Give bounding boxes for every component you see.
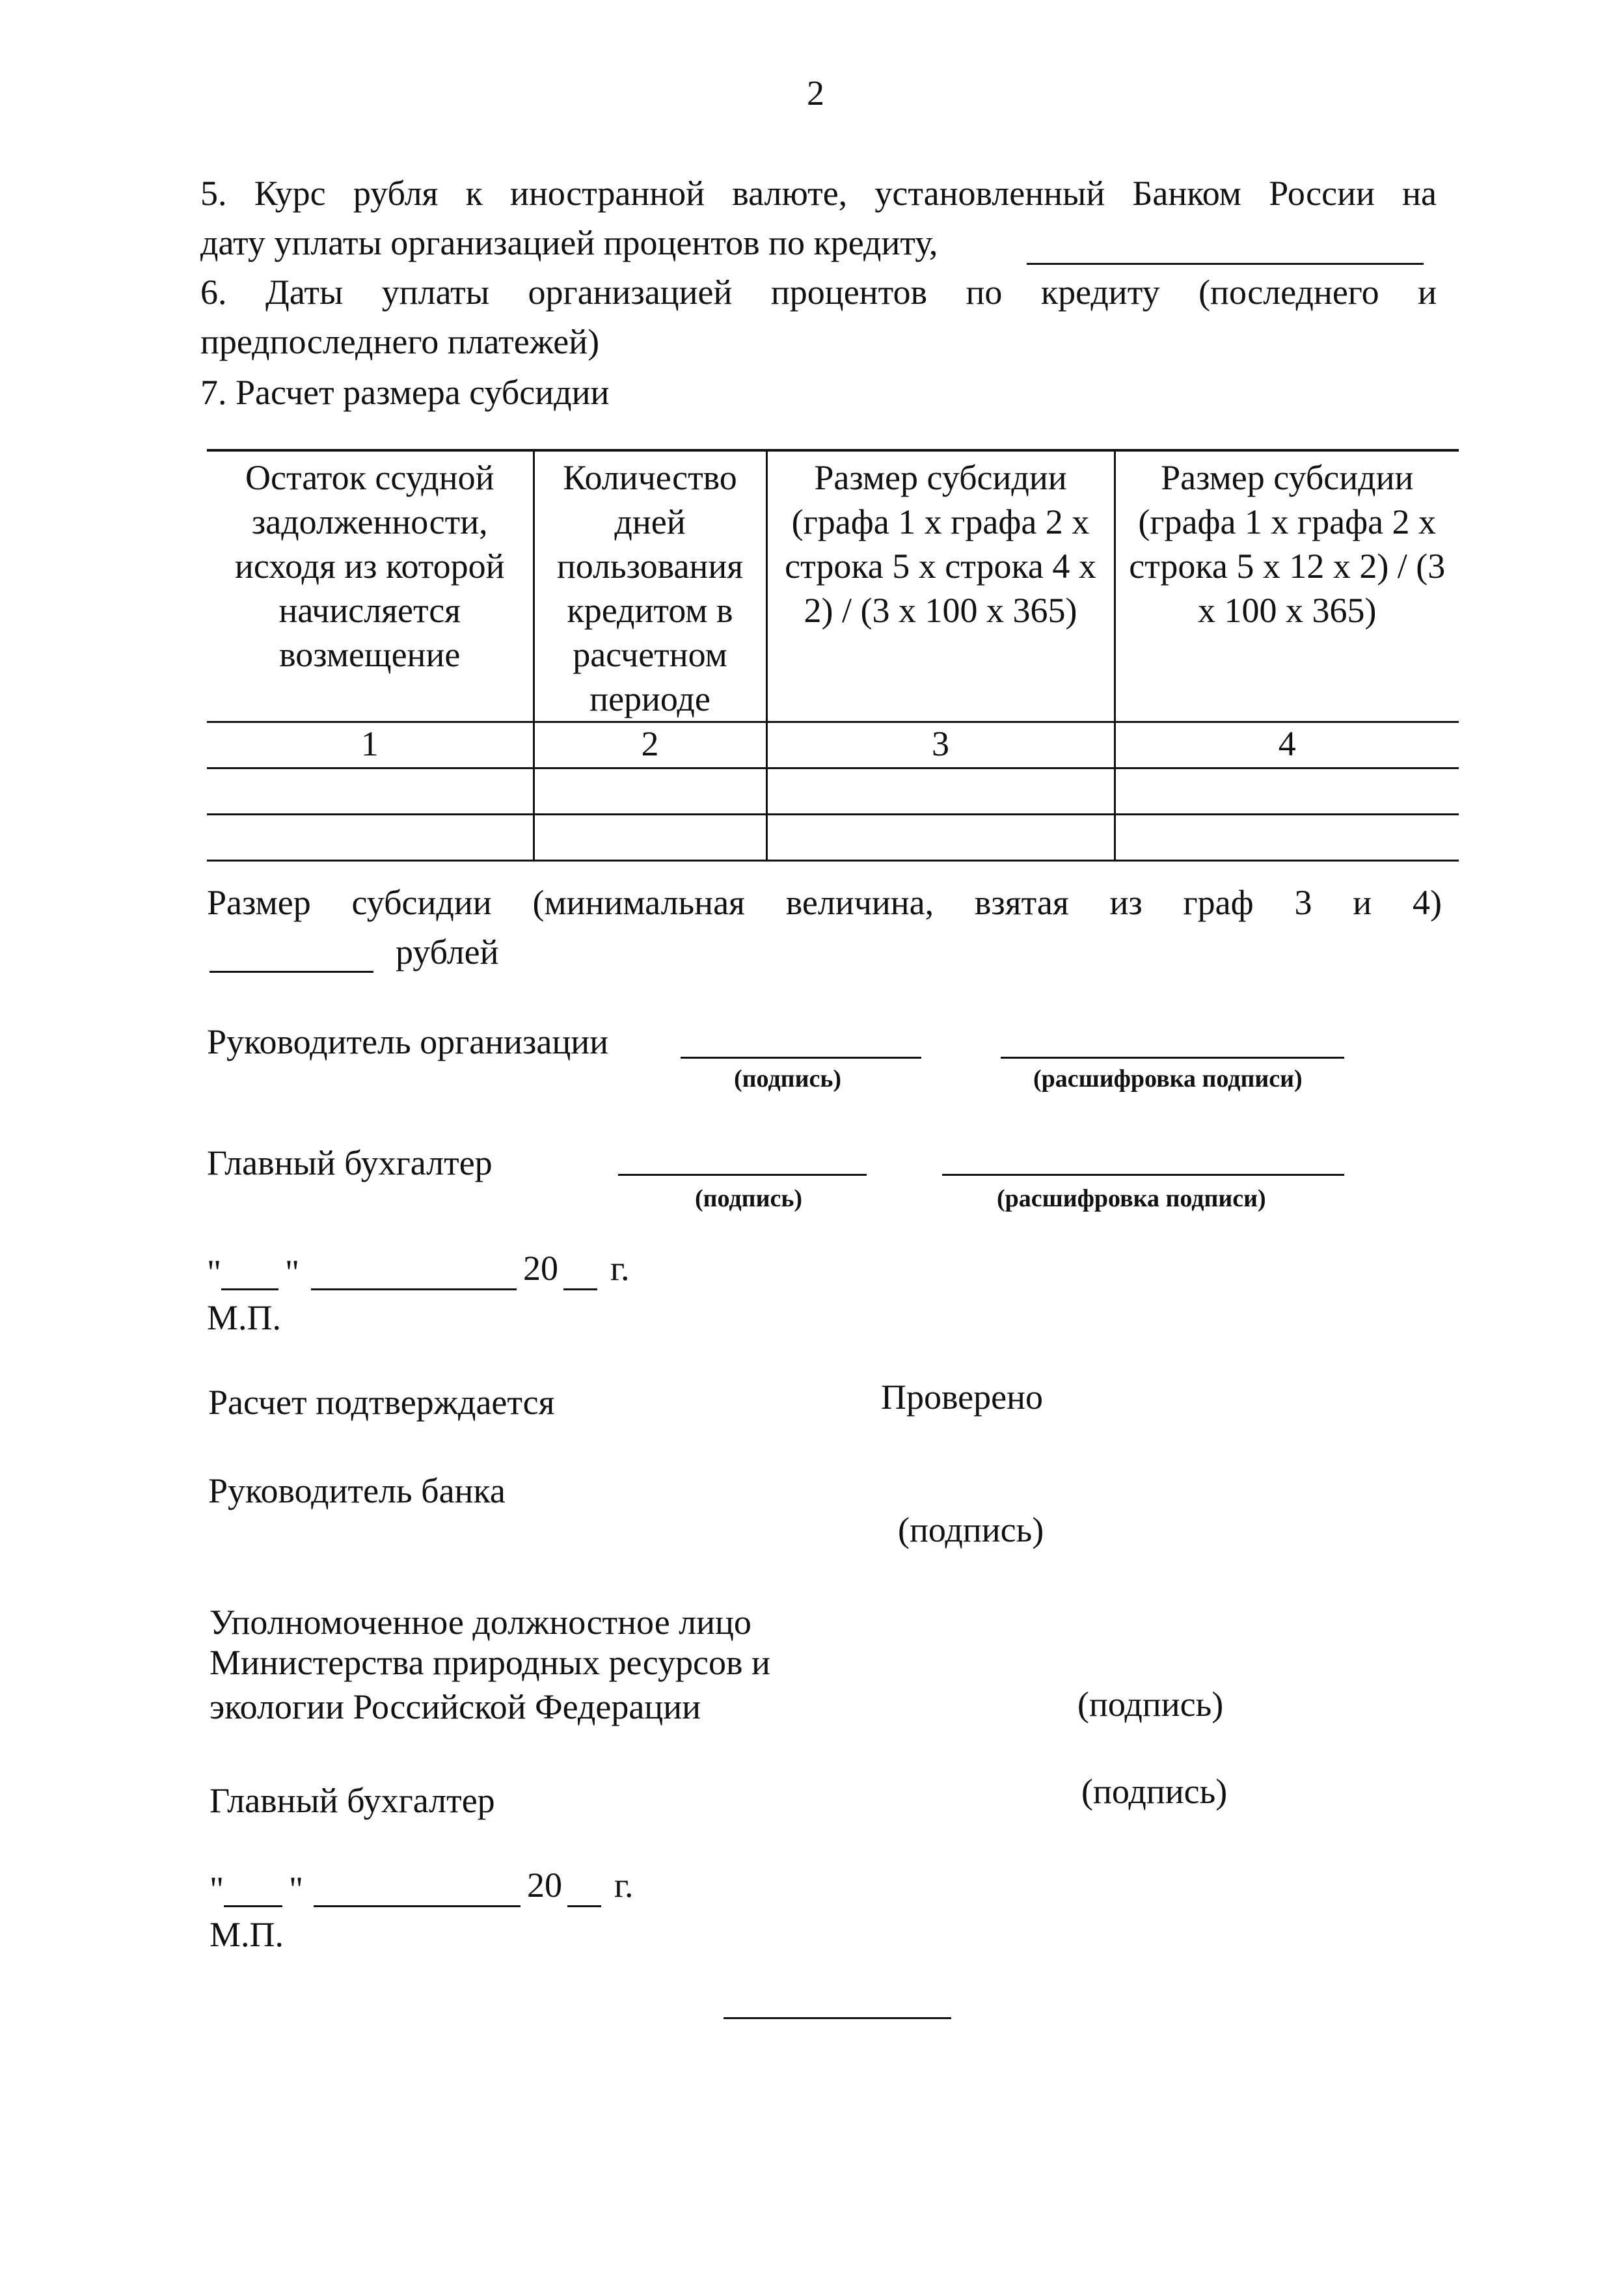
stamp-label: М.П. [210, 1915, 284, 1954]
year-prefix: 20 [523, 1249, 558, 1288]
year-suffix: г. [614, 1866, 634, 1905]
col-number: 3 [766, 722, 1115, 768]
chief-accountant-decode-line [942, 1174, 1344, 1176]
table-cell [534, 815, 766, 861]
chief-accountant-signature-line [618, 1174, 867, 1176]
year-prefix: 20 [527, 1866, 562, 1905]
item-5-line-2: дату уплаты организацией процентов по кредиту, [200, 223, 938, 262]
col-number: 4 [1115, 722, 1459, 768]
ministry-chief-accountant-label: Главный бухгалтер [210, 1781, 495, 1820]
end-of-document-rule [724, 2017, 951, 2019]
table-cell [766, 815, 1115, 861]
subsidy-summary-line-1: Размер субсидии (минимальная величина, взятая из граф 3 и 4) [207, 883, 1442, 922]
official-line-2: Министерства природных ресурсов и [210, 1643, 770, 1682]
confirmed-label: Расчет подтверждается [208, 1383, 555, 1422]
header-col-1: Остаток ссудной задолженности, исходя из которой начисляется возмещение [207, 450, 534, 722]
date-close-quote: " [285, 1253, 300, 1292]
bank-head-label: Руководитель банка [208, 1471, 506, 1510]
header-col-2: Количество дней пользования кредитом в расчетном периоде [534, 450, 766, 722]
table-cell [207, 768, 534, 815]
table-cell [1115, 768, 1459, 815]
day-blank-line [224, 1905, 282, 1907]
table-row [207, 768, 1459, 815]
table-cell [766, 768, 1115, 815]
chief-accountant-sign-caption: (подпись) [695, 1185, 803, 1212]
item-6-line-1: 6. Даты уплаты организацией процентов по кредиту (последнего и [200, 273, 1437, 312]
header-col-3: Размер субсидии (графа 1 х графа 2 х строка 5 х строка 4 х 2) / (3 х 100 х 365) [766, 450, 1115, 722]
ministry-chief-accountant-signature: (подпись) [1081, 1772, 1228, 1811]
chief-accountant-label: Главный бухгалтер [207, 1143, 493, 1182]
checked-label: Проверено [881, 1378, 1044, 1417]
col-number: 1 [207, 722, 534, 768]
month-blank-line [314, 1905, 521, 1907]
date-close-quote: " [289, 1869, 304, 1908]
bank-head-signature: (подпись) [898, 1510, 1044, 1549]
org-head-sign-caption: (подпись) [734, 1065, 842, 1093]
date-open-quote: " [207, 1253, 222, 1292]
subsidy-summary-line-2: рублей [396, 932, 499, 971]
table-number-row [207, 722, 1459, 768]
page-number: 2 [807, 74, 824, 113]
day-blank-line [221, 1288, 278, 1290]
org-head-decode-caption: (расшифровка подписи) [1033, 1065, 1303, 1093]
stamp-label: М.П. [207, 1298, 282, 1337]
rate-blank-line [1027, 263, 1424, 265]
amount-blank-line [210, 971, 373, 973]
subsidy-calculation-table [207, 449, 1459, 862]
table-cell [207, 815, 534, 861]
item-5-line-1: 5. Курс рубля к иностранной валюте, установленный Банком России на [200, 174, 1437, 213]
year-blank-line [567, 1905, 601, 1907]
col-number: 2 [534, 722, 766, 768]
date-open-quote: " [210, 1869, 224, 1908]
item-7-title: 7. Расчет размера субсидии [200, 373, 610, 412]
table-header-row [207, 450, 1459, 722]
official-signature: (подпись) [1077, 1685, 1224, 1724]
org-head-decode-line [1001, 1057, 1344, 1059]
chief-accountant-decode-caption: (расшифровка подписи) [997, 1185, 1266, 1212]
item-6-line-2: предпоследнего платежей) [200, 322, 600, 361]
official-line-1: Уполномоченное должностное лицо [210, 1603, 751, 1642]
official-line-3: экологии Российской Федерации [210, 1687, 701, 1726]
org-head-label: Руководитель организации [207, 1022, 609, 1061]
header-col-4: Размер субсидии (графа 1 х графа 2 х строка 5 х 12 х 2) / (3 х 100 х 365) [1115, 450, 1459, 722]
year-blank-line [563, 1288, 597, 1290]
table-row [207, 815, 1459, 861]
org-head-signature-line [681, 1057, 921, 1059]
month-blank-line [311, 1288, 517, 1290]
table-cell [1115, 815, 1459, 861]
table-cell [534, 768, 766, 815]
year-suffix: г. [610, 1249, 630, 1288]
